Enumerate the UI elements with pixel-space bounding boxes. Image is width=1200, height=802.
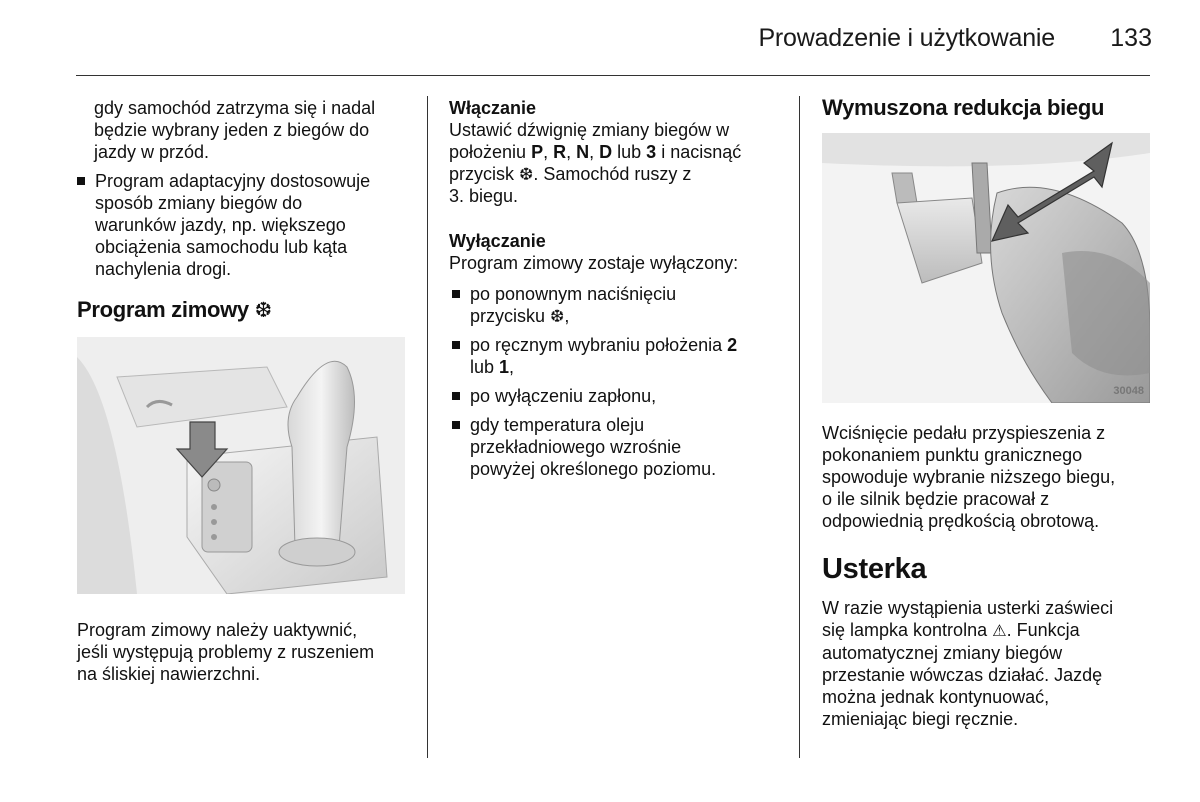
figure-gear-selector	[77, 337, 405, 594]
column-divider-1	[427, 96, 428, 758]
text-line: o ile silnik będzie pracował z	[822, 489, 1050, 509]
text-line: po ponownym naciśnięciu	[470, 284, 677, 304]
gear-letter: 3	[646, 142, 657, 162]
bullet-item	[452, 414, 792, 480]
text-line	[470, 305, 792, 327]
subheading-on: Włączanie	[449, 98, 537, 118]
separator: ,	[566, 142, 577, 162]
text-line: jazdy w przód.	[94, 142, 210, 162]
text-line: Program adaptacyjny dostosowuje	[95, 171, 371, 191]
text-fragment: i nacisnąć	[656, 142, 742, 162]
section-heading-kickdown: Wymuszona redukcja biegu	[822, 95, 1105, 120]
kickdown-pedal-illustration	[822, 133, 1150, 403]
gear-letter: D	[599, 142, 613, 162]
gear-letter: N	[576, 142, 590, 162]
text-fragment: . Funkcja	[1006, 620, 1080, 640]
text-line: warunków jazdy, np. większego	[95, 215, 346, 235]
text-line: zmieniając biegi ręcznie.	[822, 709, 1019, 729]
text-line: nachylenia drogi.	[95, 259, 232, 279]
text-line: W razie wystąpienia usterki zaświeci	[822, 598, 1114, 618]
gear-selector-illustration	[77, 337, 405, 594]
bullet-square	[452, 341, 460, 349]
col3-fault-text	[822, 597, 1162, 730]
col2-deactivation	[449, 230, 789, 274]
text-line: powyżej określonego poziomu.	[470, 459, 717, 479]
text-line: pokonaniem punktu granicznego	[822, 445, 1083, 465]
text-line: Program zimowy zostaje wyłączony:	[449, 253, 739, 273]
separator: ,	[589, 142, 600, 162]
text-fragment: położeniu	[449, 142, 532, 162]
heading-text: Program zimowy	[77, 297, 249, 322]
col1-bullet-adaptive	[77, 170, 412, 280]
text-line: jeśli występują problemy z ruszeniem	[77, 642, 375, 662]
col2-activation	[449, 97, 789, 207]
col3-kickdown-text	[822, 422, 1162, 532]
snowflake-icon: ❆	[550, 307, 565, 326]
text-line: będzie wybrany jeden z biegów do	[94, 120, 370, 140]
gear-letter: P	[531, 142, 544, 162]
text-line: odpowiednią prędkością obrotową.	[822, 511, 1100, 531]
text-line: przekładniowego wzrośnie	[470, 437, 682, 457]
bullet-square	[452, 421, 460, 429]
text-line: spowoduje wybranie niższego biegu,	[822, 467, 1116, 487]
figure-code: 30048	[1113, 385, 1144, 397]
separator: ,	[543, 142, 554, 162]
separator: lub	[612, 142, 647, 162]
text-fragment: ,	[564, 306, 570, 326]
text-line	[822, 619, 1162, 642]
gear-number: 1	[499, 357, 510, 377]
text-fragment: przycisk	[449, 164, 520, 184]
bullet-item	[452, 334, 792, 378]
text-line: gdy samochód zatrzyma się i nadal	[94, 98, 376, 118]
text-line: po wyłączeniu zapłonu,	[470, 386, 657, 406]
text-line	[449, 163, 789, 185]
text-line	[470, 334, 792, 356]
text-fragment: ,	[509, 357, 515, 377]
col1-intro	[94, 97, 414, 163]
text-line: Ustawić dźwignię zmiany biegów w	[449, 120, 730, 140]
text-fragment: po ręcznym wybraniu położenia	[470, 335, 728, 355]
text-line: Program zimowy należy uaktywnić,	[77, 620, 358, 640]
bullet-item	[452, 385, 792, 407]
text-line: automatycznej zmiany biegów	[822, 643, 1063, 663]
text-line: można jednak kontynuować,	[822, 687, 1050, 707]
page-number: 133	[1110, 24, 1152, 52]
header-rule	[76, 75, 1150, 76]
bullet-square	[452, 392, 460, 400]
col1-caption	[77, 619, 412, 685]
col2-bullets	[452, 283, 792, 480]
text-fragment: przycisku	[470, 306, 551, 326]
text-fragment: lub	[470, 357, 500, 377]
text-line	[449, 141, 789, 163]
subheading-off: Wyłączanie	[449, 231, 546, 251]
text-line	[470, 356, 792, 378]
section-heading-fault: Usterka	[822, 553, 927, 585]
running-header-title: Prowadzenie i użytkowanie	[758, 24, 1055, 52]
text-line: gdy temperatura oleju	[470, 415, 645, 435]
bullet-square	[452, 290, 460, 298]
snowflake-icon: ❆	[519, 165, 534, 184]
text-line: sposób zmiany biegów do	[95, 193, 303, 213]
text-line: na śliskiej nawierzchni.	[77, 664, 261, 684]
snowflake-icon: ❆	[254, 299, 272, 322]
bullet-square	[77, 177, 85, 185]
text-line: obciążenia samochodu lub kąta	[95, 237, 348, 257]
text-fragment: . Samochód ruszy z	[533, 164, 692, 184]
text-line: przestanie wówczas działać. Jazdę	[822, 665, 1103, 685]
column-divider-2	[799, 96, 800, 758]
section-heading-winter	[77, 299, 272, 322]
gear-letter: R	[553, 142, 567, 162]
bullet-item	[452, 283, 792, 327]
text-line: 3. biegu.	[449, 186, 519, 206]
gear-number: 2	[727, 335, 738, 355]
figure-kickdown-pedal	[822, 133, 1150, 403]
bullet-item	[77, 170, 412, 280]
text-fragment: się lampka kontrolna	[822, 620, 993, 640]
text-line: Wciśnięcie pedału przyspieszenia z	[822, 423, 1106, 443]
gearbox-warning-icon: ⚠	[992, 622, 1007, 640]
